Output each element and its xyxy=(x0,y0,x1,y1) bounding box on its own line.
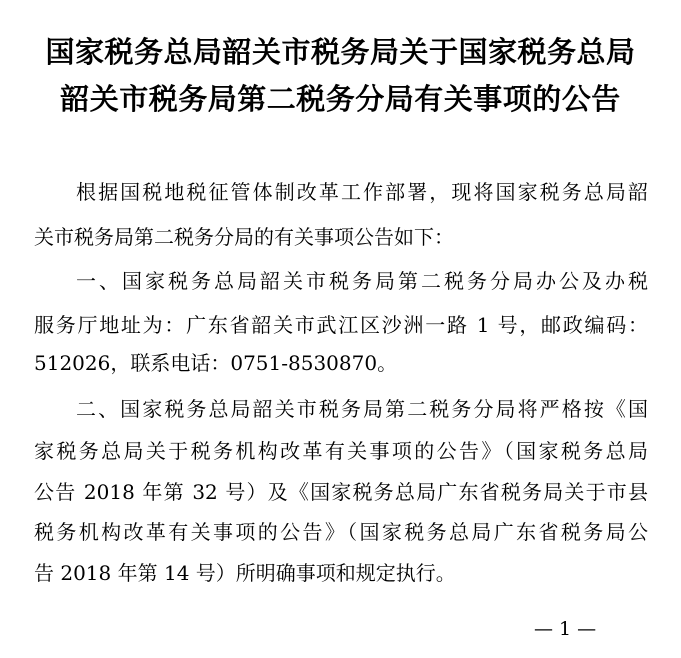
body-line-4: 服务厅地址为：广东省韶关市武江区沙洲一路 1 号，邮政编码： xyxy=(34,313,648,337)
body-line-3: 一、国家税务总局韶关市税务局第二税务分局办公及办税 xyxy=(76,269,648,293)
body-line-2: 关市税务局第二税务分局的有关事项公告如下： xyxy=(34,225,454,249)
document-title-line-1: 国家税务总局韶关市税务局关于国家税务总局 xyxy=(45,35,636,69)
document-title-line-2: 韶关市税务局第二税务分局有关事项的公告 xyxy=(60,82,621,116)
body-line-10: 告 2018 年第 14 号）所明确事项和规定执行。 xyxy=(34,561,456,585)
page-number: — 1 — xyxy=(534,618,597,640)
body-line-6: 二、国家税务总局韶关市税务局第二税务分局将严格按《国 xyxy=(76,397,648,421)
body-line-5: 512026，联系电话：0751-8530870。 xyxy=(34,351,398,375)
body-line-1: 根据国税地税征管体制改革工作部署，现将国家税务总局韶 xyxy=(76,180,648,204)
body-line-7: 家税务总局关于税务机构改革有关事项的公告》（国家税务总局 xyxy=(34,439,648,463)
body-line-8: 公告 2018 年第 32 号）及《国家税务总局广东省税务局关于市县 xyxy=(34,480,648,504)
body-line-9: 税务机构改革有关事项的公告》（国家税务总局广东省税务局公 xyxy=(34,520,648,544)
